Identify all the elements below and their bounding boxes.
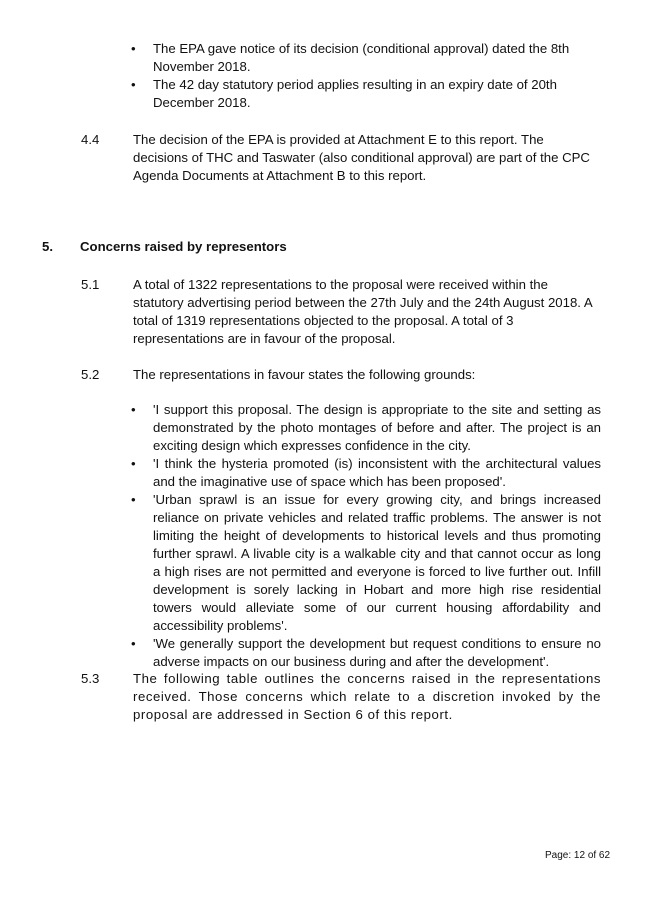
bullet-icon: • bbox=[131, 492, 136, 507]
paragraph-text: A total of 1322 representations to the proposal were received within the statutory advertising period between the 27th July and the 24th August 2018. A total of 1319 representations objected to the proposal. A total of 3 representations are in favour of the proposal. bbox=[133, 277, 592, 346]
paragraph-text: The decision of the EPA is provided at Attachment E to this report. The decisions of THC and Taswater (also conditional approval) are part of the CPC Agenda Documents at Attachment B to this report. bbox=[133, 132, 590, 183]
bullet-text: The 42 day statutory period applies resulting in an expiry date of 20th December 2018. bbox=[153, 77, 557, 110]
paragraph-text: The following table outlines the concerns raised in the representations received. Those concerns which relate to a discretion invoked by the proposal are addressed in Section 6 of this report. bbox=[133, 671, 601, 722]
bullet-icon: • bbox=[131, 402, 136, 417]
bullet-icon: • bbox=[131, 41, 136, 56]
bullet-text: The EPA gave notice of its decision (conditional approval) dated the 8th November 2018. bbox=[153, 41, 570, 74]
bullet-text: 'I support this proposal. The design is appropriate to the site and setting as demonstrated by the photo montages of before and after. The project is an exciting design which expresses confidence in the city. bbox=[153, 402, 601, 453]
bullet-icon: • bbox=[131, 636, 136, 651]
paragraph-number: 5.1 bbox=[81, 277, 100, 292]
section-number: 5. bbox=[42, 239, 53, 254]
section-title: Concerns raised by representors bbox=[80, 239, 287, 254]
paragraph-5-3 bbox=[81, 670, 601, 724]
page-number-footer: Page: 12 of 62 bbox=[545, 850, 611, 861]
bullet-text: 'We generally support the development but request conditions to ensure no adverse impacts on our business during and after the development'. bbox=[153, 636, 601, 669]
grounds-bullet-list bbox=[131, 401, 601, 671]
list-item bbox=[131, 401, 601, 455]
epa-bullet-list bbox=[131, 40, 601, 112]
paragraph-text: The representations in favour states the following grounds: bbox=[133, 367, 476, 382]
paragraph-number: 5.3 bbox=[81, 671, 100, 686]
list-item bbox=[131, 635, 601, 671]
list-item bbox=[131, 76, 601, 112]
bullet-icon: • bbox=[131, 456, 136, 471]
list-item bbox=[131, 491, 601, 635]
paragraph-5-1 bbox=[81, 276, 601, 348]
bullet-text: 'Urban sprawl is an issue for every growing city, and brings increased reliance on private vehicles and related traffic problems. The answer is not limiting the height of developments to historical levels and thus promoting further sprawl. A livable city is a walkable city and that cannot occur as long a high rises are not permitted and everyone is forced to live further out. Infill development is sorely lacking in Hobart and more high rise residential towers would alleviate some of our current housing affordability and accessibility problems'. bbox=[153, 492, 601, 633]
section-5-heading bbox=[42, 238, 287, 256]
bullet-text: 'I think the hysteria promoted (is) inconsistent with the architectural values and the imaginative use of space which has been proposed'. bbox=[153, 456, 601, 489]
list-item bbox=[131, 40, 601, 76]
bullet-icon: • bbox=[131, 77, 136, 92]
paragraph-number: 4.4 bbox=[81, 132, 100, 147]
list-item bbox=[131, 455, 601, 491]
paragraph-4-4 bbox=[81, 131, 601, 185]
paragraph-number: 5.2 bbox=[81, 367, 100, 382]
paragraph-5-2 bbox=[81, 366, 601, 384]
